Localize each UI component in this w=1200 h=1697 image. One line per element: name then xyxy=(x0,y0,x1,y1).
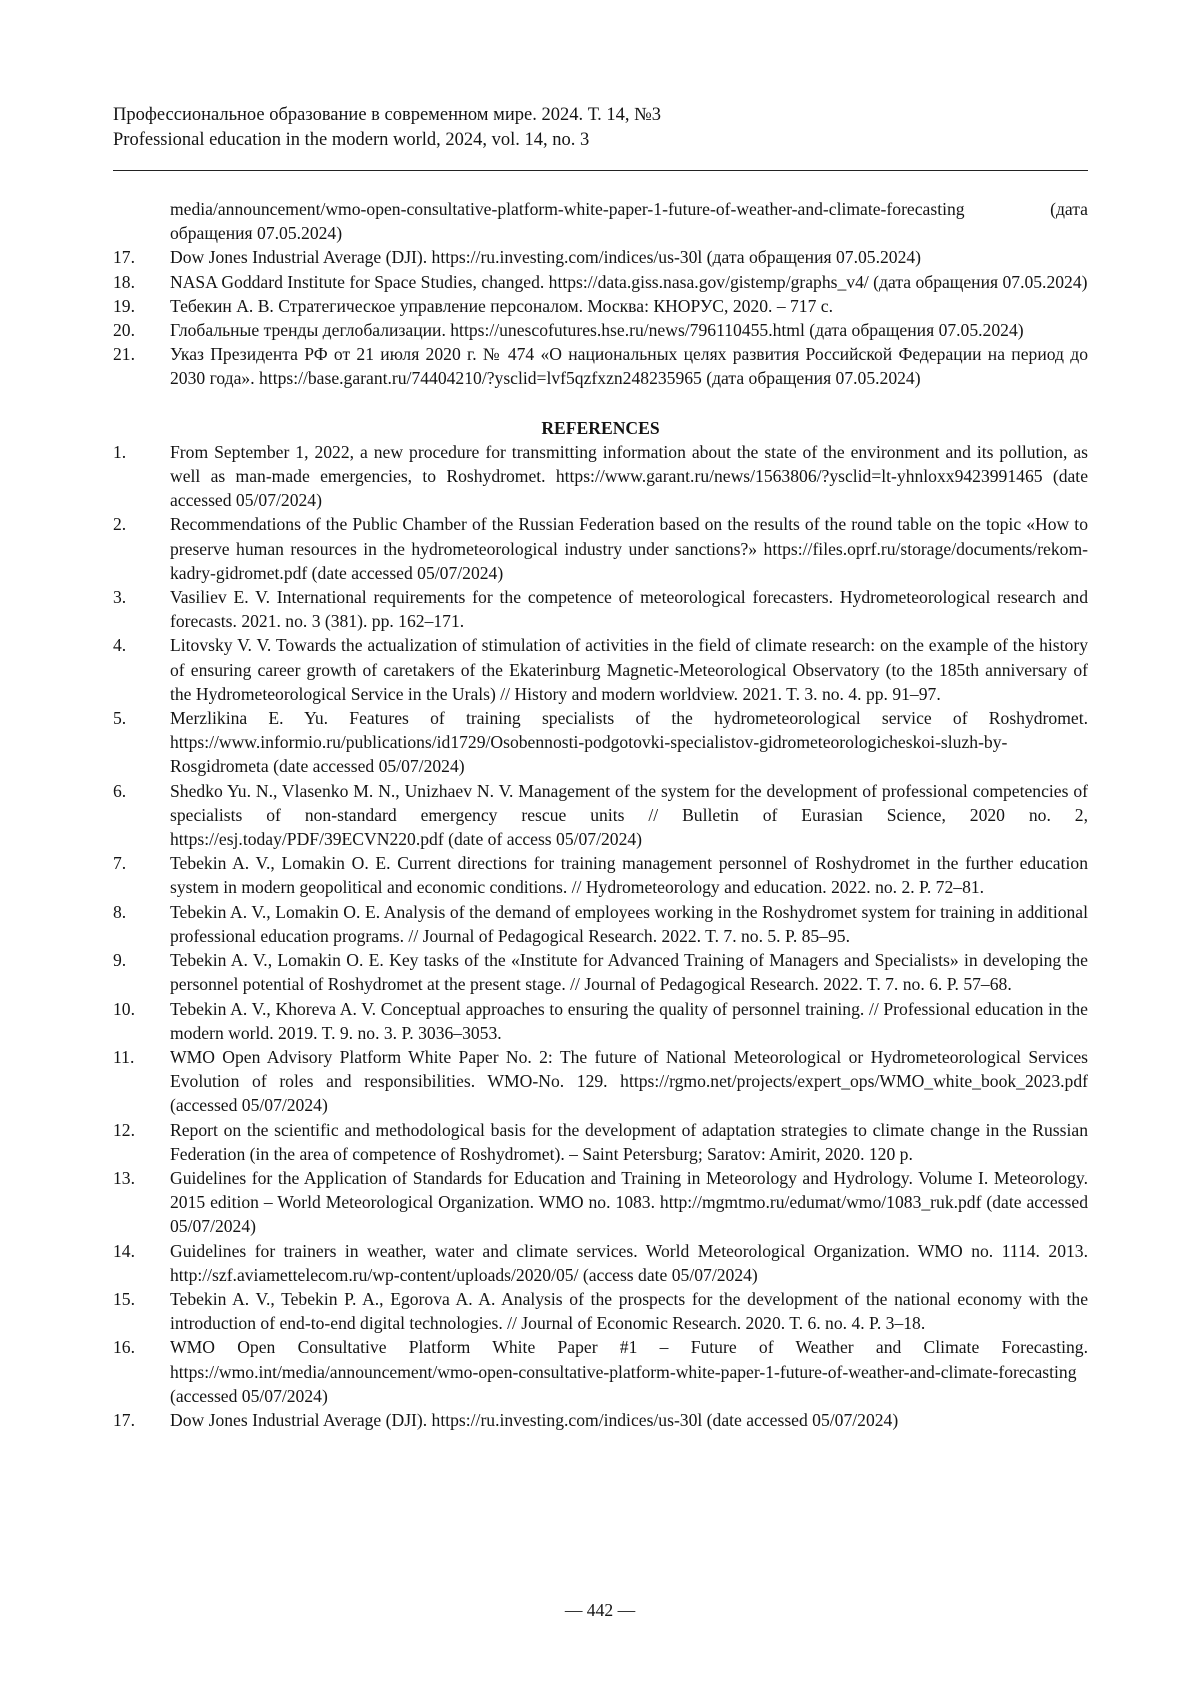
item-text: Recommendations of the Public Chamber of the Russian Federation based on the results of the round table on the topic «How to preserve human resources in the hydrometeorological industry under sanctions?» https://files.oprf.ru/storage/documents/rekom-kadry-gidromet.pdf (date accessed 05/07/2024) xyxy=(170,512,1088,585)
item-number: 11. xyxy=(113,1045,170,1118)
list-item xyxy=(113,342,1088,390)
header-title-ru: Профессиональное образование в современном мире. 2024. Т. 14, №3 xyxy=(113,103,1088,128)
list-item xyxy=(113,245,1088,269)
item-text: WMO Open Advisory Platform White Paper No. 2: The future of National Meteorological or Hydrometeorological Services Evolution of roles and responsibilities. WMO-No. 129. https://rgmo.net/projects/expert_ops/WMO_white_book_2023.pdf (accessed 05/07/2024) xyxy=(170,1045,1088,1118)
item-number: 18. xyxy=(113,270,170,294)
item-number: 6. xyxy=(113,779,170,852)
header-divider xyxy=(113,170,1088,171)
list-item xyxy=(113,900,1088,948)
item-number: 19. xyxy=(113,294,170,318)
item-number: 17. xyxy=(113,245,170,269)
item-number: 2. xyxy=(113,512,170,585)
item-text: Глобальные тренды деглобализации. https://unescofutures.hse.ru/news/796110455.html (дата обращения 07.05.2024) xyxy=(170,318,1088,342)
item-text: Dow Jones Industrial Average (DJI). https://ru.investing.com/indices/us-30l (дата обращения 07.05.2024) xyxy=(170,245,1088,269)
item-number: 14. xyxy=(113,1239,170,1287)
item-text: Указ Президента РФ от 21 июля 2020 г. № 474 «О национальных целях развития Российской Федерации на период до 2030 года». https://base.garant.ru/74404210/?ysclid=lvf5qzfxzn248235965 (дата обращения 07.05.2024) xyxy=(170,342,1088,390)
item-number: 20. xyxy=(113,318,170,342)
item-text: From September 1, 2022, a new procedure for transmitting information about the state of the environment and its pollution, as well as man-made emergencies, to Roshydromet. https://www.garant.ru/news/1563806/?ysclid=lt-yhnloxx9423991465 (date accessed 05/07/2024) xyxy=(170,440,1088,513)
header-title-en: Professional education in the modern world, 2024, vol. 14, no. 3 xyxy=(113,128,1088,153)
item-number: 12. xyxy=(113,1118,170,1166)
item-number: 15. xyxy=(113,1287,170,1335)
page-number: — 442 — xyxy=(0,1600,1200,1621)
item-text: Tebekin A. V., Khoreva A. V. Conceptual approaches to ensuring the quality of personnel training. // Professional education in the modern world. 2019. T. 9. no. 3. P. 3036–3053. xyxy=(170,997,1088,1045)
list-item xyxy=(113,706,1088,779)
item-number: 7. xyxy=(113,851,170,899)
item-text: Litovsky V. V. Towards the actualization of stimulation of activities in the field of climate research: on the example of the history of ensuring career growth of caretakers of the Ekaterinburg Magnetic-Meteorological Observatory (to the 185th anniversary of the Hydrometeorological Service in the Urals) // History and modern worldview. 2021. T. 3. no. 4. pp. 91–97. xyxy=(170,633,1088,706)
list-item xyxy=(113,318,1088,342)
item-text: Merzlikina E. Yu. Features of training specialists of the hydrometeorological service of Roshydromet. https://www.informio.ru/publications/id1729/Osobennosti-podgotovki-specialistov-gidrometeorologicheskoi-sluzh-by-Rosgidrometa (date accessed 05/07/2024) xyxy=(170,706,1088,779)
list-item xyxy=(113,294,1088,318)
russian-reference-list xyxy=(113,245,1088,390)
item-number: 10. xyxy=(113,997,170,1045)
list-item xyxy=(113,633,1088,706)
item-number: 4. xyxy=(113,633,170,706)
references-heading: REFERENCES xyxy=(113,404,1088,440)
item-number: 5. xyxy=(113,706,170,779)
english-reference-list xyxy=(113,440,1088,1432)
item-text: Tebekin A. V., Tebekin P. A., Egorova A. A. Analysis of the prospects for the development of the national economy with the introduction of end-to-end digital technologies. // Journal of Economic Research. 2020. T. 6. no. 4. P. 3–18. xyxy=(170,1287,1088,1335)
list-item xyxy=(113,1239,1088,1287)
item-text: Tebekin A. V., Lomakin O. E. Current directions for training management personnel of Roshydromet in the further education system in modern geopolitical and economic conditions. // Hydrometeorology and education. 2022. no. 2. P. 72–81. xyxy=(170,851,1088,899)
item-number: 13. xyxy=(113,1166,170,1239)
item-text: WMO Open Consultative Platform White Paper #1 – Future of Weather and Climate Forecasting. https://wmo.int/media/announcement/wmo-open-consultative-platform-white-paper-1-future-of-weather-and-climate-forecasting (accessed 05/07/2024) xyxy=(170,1335,1088,1408)
list-item xyxy=(113,779,1088,852)
item-number: 9. xyxy=(113,948,170,996)
item-number: 1. xyxy=(113,440,170,513)
item-number: 16. xyxy=(113,1335,170,1408)
list-item xyxy=(113,440,1088,513)
list-item xyxy=(113,512,1088,585)
list-item xyxy=(113,1287,1088,1335)
item-number: 21. xyxy=(113,342,170,390)
list-item xyxy=(113,1118,1088,1166)
item-text: Dow Jones Industrial Average (DJI). https://ru.investing.com/indices/us-30l (date accessed 05/07/2024) xyxy=(170,1408,1088,1432)
list-item xyxy=(113,1335,1088,1408)
continued-reference-text: media/announcement/wmo-open-consultative-platform-white-paper-1-future-of-weather-and-climate-forecasting (дата обращения 07.05.2024) xyxy=(113,197,1088,245)
item-text: Тебекин А. В. Стратегическое управление персоналом. Москва: КНОРУС, 2020. – 717 с. xyxy=(170,294,1088,318)
item-text: Tebekin A. V., Lomakin O. E. Key tasks of the «Institute for Advanced Training of Managers and Specialists» in developing the personnel potential of Roshydromet at the present stage. // Journal of Pedagogical Research. 2022. T. 7. no. 6. P. 57–68. xyxy=(170,948,1088,996)
reference-lists xyxy=(113,197,1088,1432)
item-text: Report on the scientific and methodological basis for the development of adaptation strategies to climate change in the Russian Federation (in the area of competence of Roshydromet). – Saint Petersburg; Saratov: Amirit, 2020. 120 p. xyxy=(170,1118,1088,1166)
running-header xyxy=(113,103,1088,153)
list-item xyxy=(113,585,1088,633)
list-item xyxy=(113,1408,1088,1432)
list-item xyxy=(113,851,1088,899)
list-item xyxy=(113,997,1088,1045)
journal-page xyxy=(0,0,1200,1697)
item-text: NASA Goddard Institute for Space Studies, changed. https://data.giss.nasa.gov/gistemp/graphs_v4/ (дата обращения 07.05.2024) xyxy=(170,270,1088,294)
item-number: 3. xyxy=(113,585,170,633)
item-text: Tebekin A. V., Lomakin O. E. Analysis of the demand of employees working in the Roshydromet system for training in additional professional education programs. // Journal of Pedagogical Research. 2022. T. 7. no. 5. P. 85–95. xyxy=(170,900,1088,948)
item-text: Guidelines for the Application of Standards for Education and Training in Meteorology and Hydrology. Volume I. Meteorology. 2015 edition – World Meteorological Organization. WMO no. 1083. http://mgmtmo.ru/edumat/wmo/1083_ruk.pdf (date accessed 05/07/2024) xyxy=(170,1166,1088,1239)
item-text: Shedko Yu. N., Vlasenko M. N., Unizhaev N. V. Management of the system for the development of professional competencies of specialists of non-standard emergency rescue units // Bulletin of Eurasian Science, 2020 no. 2, https://esj.today/PDF/39ECVN220.pdf (date of access 05/07/2024) xyxy=(170,779,1088,852)
list-item xyxy=(113,948,1088,996)
list-item xyxy=(113,1166,1088,1239)
item-number: 8. xyxy=(113,900,170,948)
list-item xyxy=(113,270,1088,294)
item-text: Guidelines for trainers in weather, water and climate services. World Meteorological Organization. WMO no. 1114. 2013. http://szf.aviamettelecom.ru/wp-content/uploads/2020/05/ (access date 05/07/2024) xyxy=(170,1239,1088,1287)
list-item xyxy=(113,1045,1088,1118)
item-number: 17. xyxy=(113,1408,170,1432)
item-text: Vasiliev E. V. International requirements for the competence of meteorological forecasters. Hydrometeorological research and forecasts. 2021. no. 3 (381). pp. 162–171. xyxy=(170,585,1088,633)
